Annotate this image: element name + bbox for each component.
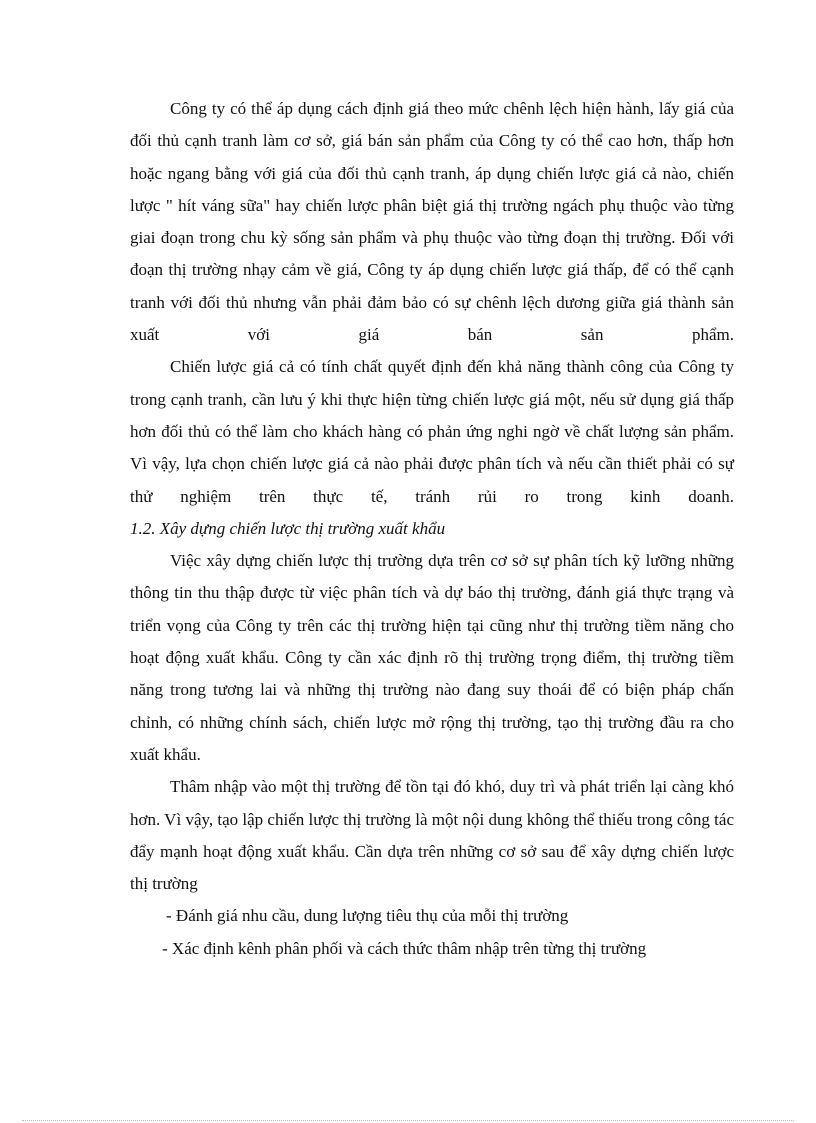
document-page bbox=[130, 93, 734, 965]
bullet-demand-assessment: - Đánh giá nhu cầu, dung lượng tiêu thụ của mỗi thị trường bbox=[166, 906, 569, 926]
paragraph-price-competition: Chiến lược giá cả có tính chất quyết định đến khả năng thành công của Công ty trong cạnh tranh, cần lưu ý khi thực hiện từng chiến lược giá một, nếu sử dụng giá thấp hơn đối thủ có thể làm cho khách hàng có phản ứng nghi ngờ về chất lượng sản phẩm. Vì vậy, lựa chọn chiến lược giá cả nào phải được phân tích và nếu cần thiết phải có sự thử nghiệm trên thực tế, tránh rủi ro trong kinh doanh. bbox=[130, 357, 734, 506]
section-heading: 1.2. Xây dựng chiến lược thị trường xuất khẩu bbox=[130, 518, 446, 538]
paragraph-pricing-strategy: Công ty có thể áp dụng cách định giá theo mức chênh lệch hiện hành, lấy giá của đối thủ cạnh tranh làm cơ sở, giá bán sản phẩm của Công ty có thể cao hơn, thấp hơn hoặc ngang bằng với giá của đối thủ cạnh tranh, áp dụng chiến lược giá cả nào, chiến lược " hít váng sữa" hay chiến lược phân biệt giá thị trường ngách phụ thuộc vào từng giai đoạn trong chu kỳ sống sản phẩm và phụ thuộc vào từng đoạn thị trường. Đối với đoạn thị trường nhạy cảm về giá, Công ty áp dụng chiến lược giá thấp, để có thể cạnh tranh với đối thủ nhưng vẫn phải đảm bảo có sự chênh lệch dương giữa giá thành sản xuất với giá bán sản phẩm. bbox=[130, 99, 734, 345]
bullet-distribution-channels: - Xác định kênh phân phối và cách thức thâm nhập trên từng thị trường bbox=[162, 938, 647, 958]
paragraph-market-entry: Thâm nhập vào một thị trường để tồn tại đó khó, duy trì và phát triển lại càng khó hơn. Vì vậy, tạo lập chiến lược thị trường là một nội dung không thể thiếu trong công tác đẩy mạnh hoạt động xuất khẩu. Cần dựa trên những cơ sở sau để xây dựng chiến lược thị trường bbox=[130, 777, 734, 894]
paragraph-market-strategy: Việc xây dựng chiến lược thị trường dựa trên cơ sở sự phân tích kỹ lưỡng những thông tin thu thập được từ việc phân tích và dự báo thị trường, đánh giá thực trạng và triển vọng của Công ty trên các thị trường hiện tại cũng như thị trường tiềm năng cho hoạt động xuất khẩu. Công ty cần xác định rõ thị trường trọng điểm, thị trường tiềm năng trong tương lai và những thị trường nào đang suy thoái để có biện pháp chấn chỉnh, có những chính sách, chiến lược mở rộng thị trường, tạo thị trường đầu ra cho xuất khẩu. bbox=[130, 551, 734, 764]
footer-divider bbox=[22, 1120, 794, 1121]
